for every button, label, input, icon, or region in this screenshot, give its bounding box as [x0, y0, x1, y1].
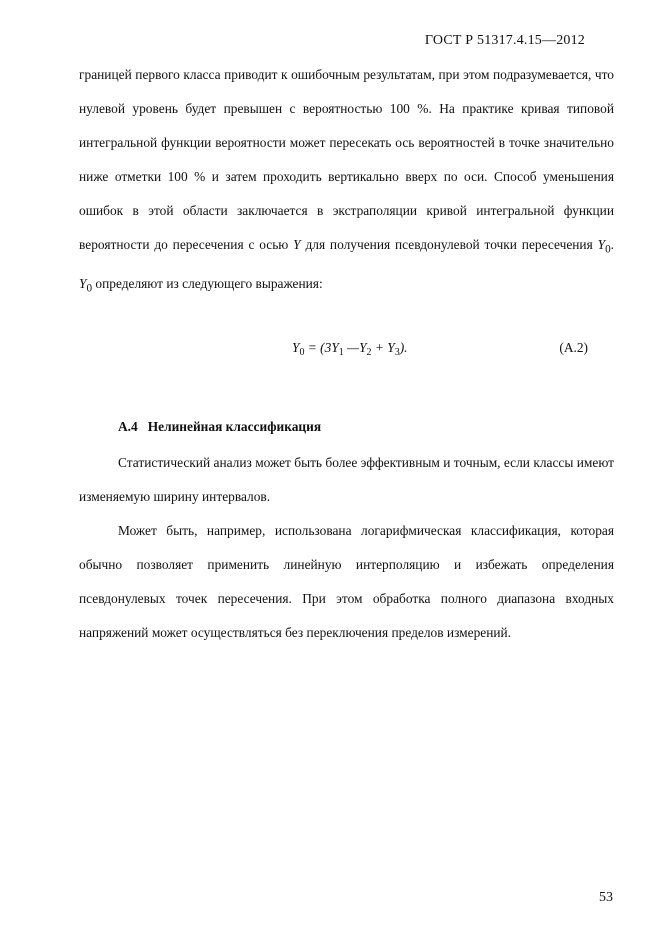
paragraph-2-text: Статистический анализ может быть более эффективным и точным, если классы имеют изменяемую ширину интервалов.	[79, 455, 614, 504]
paragraph-3-text: Может быть, например, использована логарифмическая классификация, которая обычно позволяет применить линейную интерполяцию и избежать определения псевдонулевых точек пересечения. При этом обработка полного диапазона входных напряжений может осуществляться без переключения пределов измерений.	[79, 523, 614, 640]
y0-subscript: 0	[86, 282, 93, 295]
formula-a2	[292, 340, 408, 358]
section-heading	[118, 419, 321, 435]
y0-symbol: Y	[79, 275, 87, 291]
formula-plus: +	[371, 340, 388, 355]
sentence-period: .	[610, 237, 614, 252]
document-code-header: ГОСТ Р 51317.4.15—2012	[424, 33, 585, 48]
section-number: А.4	[118, 419, 138, 434]
formula-y2-sub: 2	[366, 347, 372, 358]
formula-y2: Y	[359, 340, 367, 355]
paragraph-log-classification	[79, 514, 614, 650]
pseudo-zero-symbol: Y	[597, 237, 606, 252]
formula-y3: Y	[387, 340, 395, 355]
page-number: 53	[599, 890, 613, 905]
paragraph-1-text: границей первого класса приводит к ошибочным результатам, при этом подразумевается, что нулевой уровень будет превышен с вероятностью 100 %. На практике кривая типовой интегральной функции вероятности может пересекать ось вероятностей в точке значительно ниже отметки 100 % и затем проходить вертикально вверх по оси. Способ уменьшения ошибок в этой области заключается в экстраполяции кривой интегральной функции вероятности до пересечения с осью	[79, 67, 614, 252]
formula-lhs: Y	[292, 340, 300, 355]
pseudo-zero-subscript: 0	[605, 243, 611, 256]
paragraph-1-text-cont: для получения псевдонулевой точки пересечения	[305, 237, 593, 252]
paragraph-statistical-analysis	[79, 446, 614, 514]
paragraph-1-body	[79, 58, 614, 305]
formula-lhs-sub: 0	[299, 347, 305, 358]
paragraph-1-text-end: определяют из следующего выражения:	[95, 275, 323, 291]
axis-y-symbol: Y	[293, 237, 301, 252]
formula-y1-sub: 1	[338, 347, 344, 358]
paragraph-extrapolation	[79, 58, 614, 305]
formula-minus: —	[343, 340, 360, 355]
section-title: Нелинейная классификация	[147, 419, 322, 434]
equation-number: (А.2)	[559, 340, 588, 355]
formula-a2-row	[79, 340, 614, 366]
formula-eq: = (3	[304, 340, 332, 355]
formula-y3-sub: 3	[394, 347, 400, 358]
formula-close: ).	[399, 340, 408, 355]
formula-y1: Y	[331, 340, 339, 355]
